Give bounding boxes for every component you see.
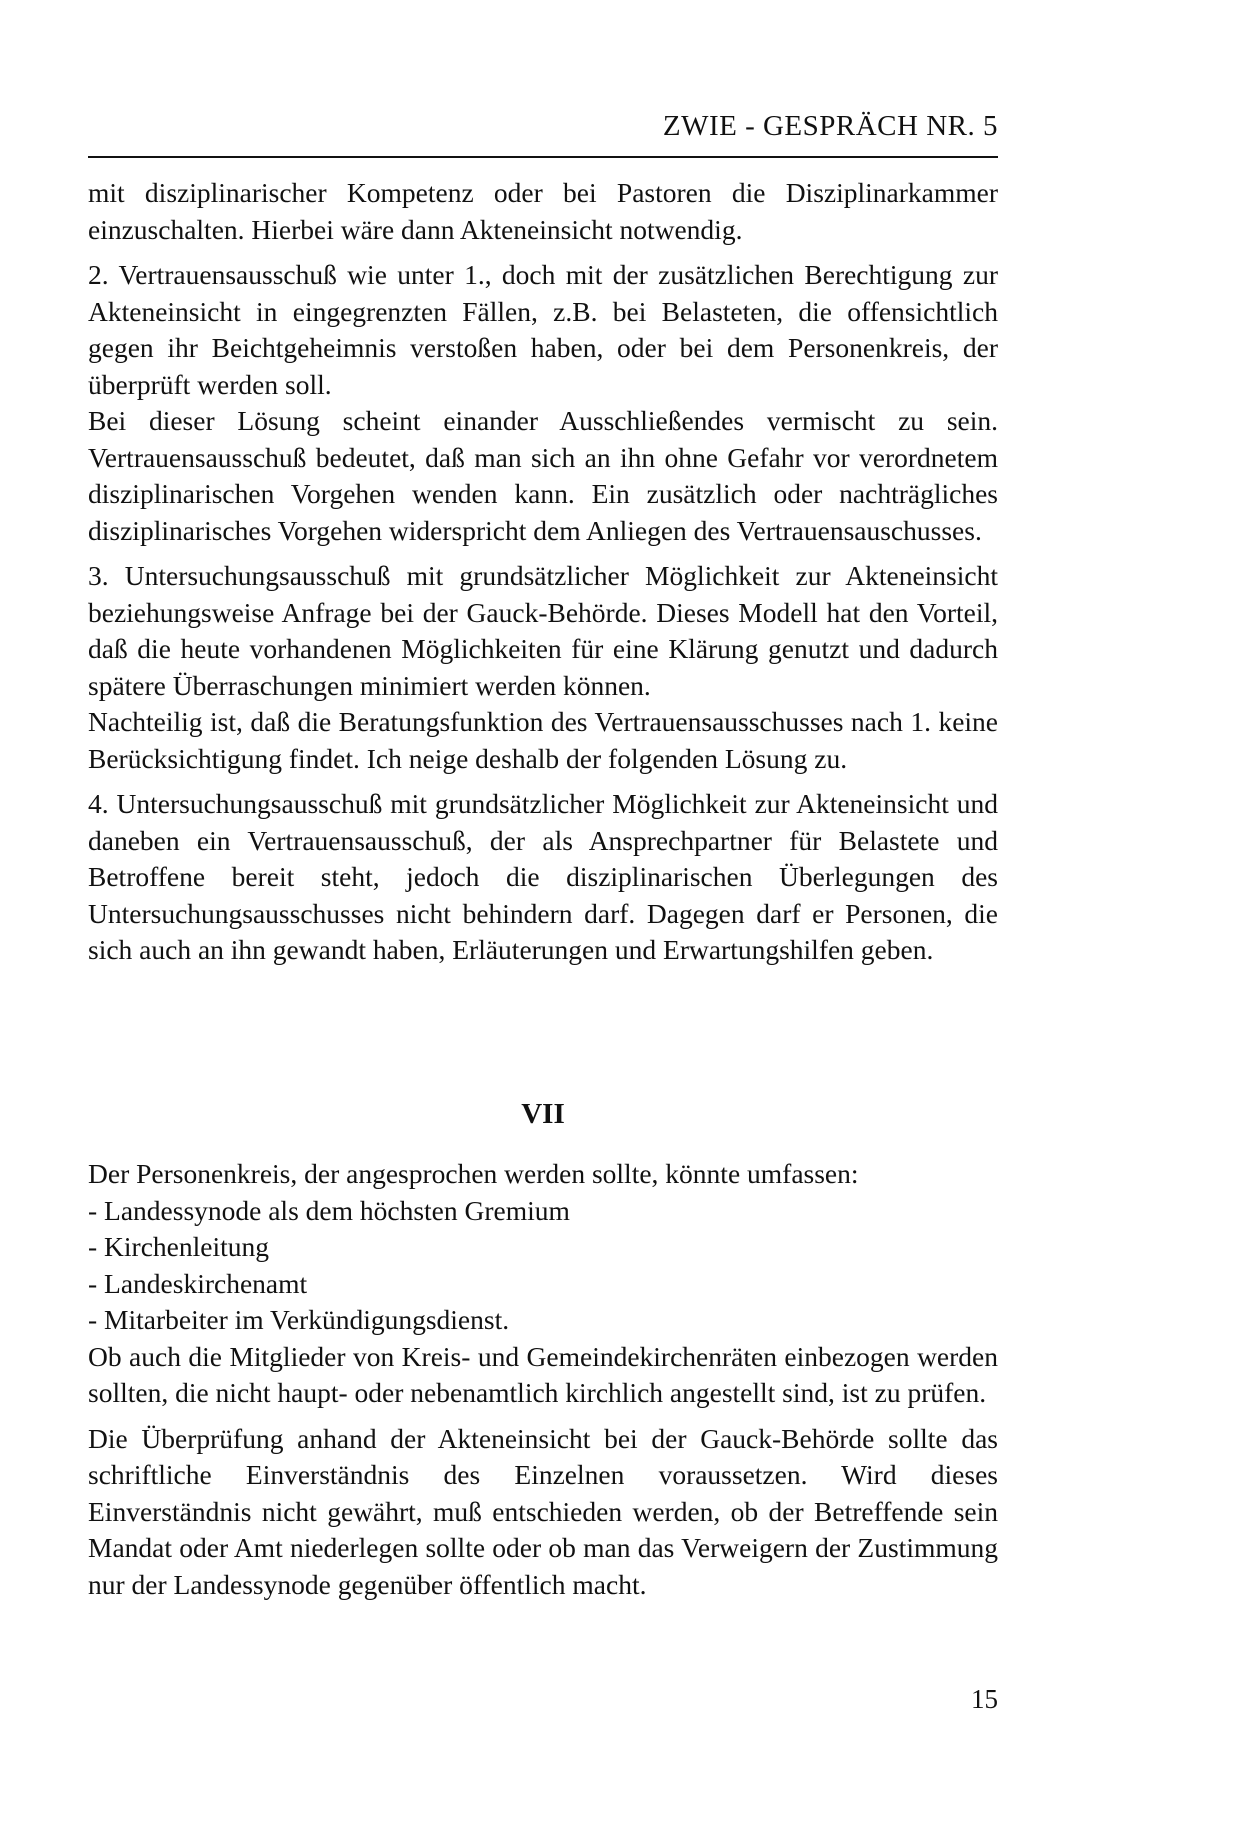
list-item: - Kirchenleitung [88, 1231, 269, 1262]
paragraph-option-2: 2. Vertrauensausschuß wie unter 1., doch mit der zusätzlichen Berechtigung zur Akteneinsicht in eingegrenzten Fällen, z.B. bei Belasteten, die offensichtlich gegen ihr Beichtgeheimnis verstoßen haben, oder bei dem Personenkreis, der überprüft werden soll. [88, 259, 998, 400]
paragraph-closing: Die Überprüfung anhand der Akteneinsicht bei der Gauck-Behörde sollte das schriftliche Einverständnis des Einzelnen voraussetzen. Wird dieses Einverständnis nicht gewährt, muß entschieden werden, ob der Betreffende sein Mandat oder Amt niederlegen sollte oder ob man das Verweigern der Zustimmung nur der Landessynode gegenüber öffentlich macht. [88, 1422, 998, 1600]
body-text-lower [88, 1156, 998, 1603]
header-rule [88, 156, 998, 158]
paragraph-option-4: 4. Untersuchungsausschuß mit grundsätzlicher Möglichkeit zur Akteneinsicht und daneben ein Vertrauensausschuß, der als Ansprechpartner für Belastete und Betroffene bereit steht, jedoch die disziplinarischen Überlegungen des Untersuchungsausschusses nicht behindern darf. Dagegen darf er Personen, die sich auch an ihn gewandt haben, Erläuterungen und Erwartungshilfen geben. [88, 788, 998, 965]
body-text-upper [88, 175, 998, 969]
paragraph-after-list: Ob auch die Mitglieder von Kreis- und Gemeindekirchenräten einbezogen werden sollten, die nicht haupt- oder nebenamtlich kirchlich angestellt sind, ist zu prüfen. [88, 1340, 998, 1408]
paragraph-option-2-comment: Bei dieser Lösung scheint einander Ausschließendes vermischt zu sein. Vertrauensausschuß bedeutet, daß man sich an ihn ohne Gefahr vor verordnetem disziplinarischen Vorgehen wenden kann. Ein zusätzlich oder nachträgliches disziplinarisches Vorgehen widerspricht dem Anliegen des Vertrauensauschusses. [88, 405, 998, 546]
paragraph-continuation: mit disziplinarischer Kompetenz oder bei Pastoren die Disziplinarkammer einzuschalten. Hierbei wäre dann Akteneinsicht notwendig. [88, 177, 998, 245]
list-item: - Mitarbeiter im Verkündigungsdienst. [88, 1304, 510, 1335]
list-item: - Landeskirchenamt [88, 1267, 308, 1299]
page-number: 15 [971, 1684, 998, 1714]
section-intro: Der Personenkreis, der angesprochen werden sollte, könnte umfassen: [88, 1158, 859, 1189]
list-item: - Landessynode als dem höchsten Gremium [88, 1194, 570, 1226]
paragraph-option-3: 3. Untersuchungsausschuß mit grundsätzlicher Möglichkeit zur Akteneinsicht beziehungsweise Anfrage bei der Gauck-Behörde. Dieses Modell hat den Vorteil, daß die heute vorhandenen Möglichkeiten für eine Klärung genutzt und dadurch spätere Überraschungen minimiert werden können. [88, 560, 998, 701]
running-header: ZWIE - GESPRÄCH NR. 5 [662, 110, 998, 142]
paragraph-option-3-comment: Nachteilig ist, daß die Beratungsfunktion des Vertrauensausschusses nach 1. keine Berücksichtigung findet. Ich neige deshalb der folgenden Lösung zu. [88, 706, 998, 774]
section-heading: VII [521, 1098, 565, 1130]
